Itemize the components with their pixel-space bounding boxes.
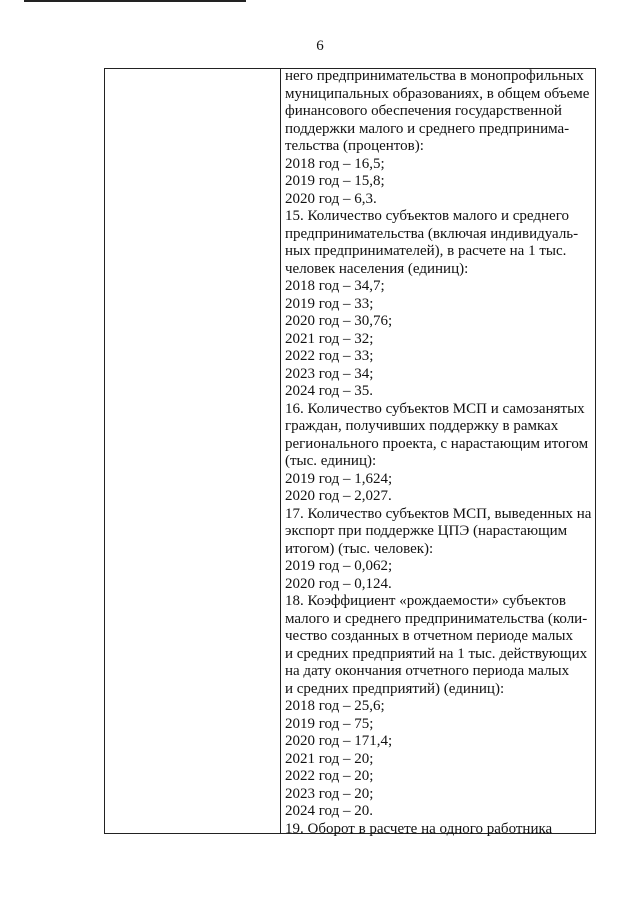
text-line: и средних предприятий) (единиц): [285,680,505,697]
text-line: чество созданных в отчетном периоде малых [285,628,573,644]
text-line: 19. Оборот в расчете на одного работника [285,820,553,837]
text-line: 2020 год – 171,4; [285,733,393,749]
top-rule [24,0,246,2]
text-line: регионального проекта, с нарастающим итогом [285,435,589,452]
text-line: 2019 год – 1,624; [285,470,393,487]
text-line: 2021 год – 20; [285,750,374,767]
text-line: него предпринимательства в монопрофильных [285,68,584,84]
text-line: 2019 год – 75; [285,715,374,732]
text-line: 16. Количество субъектов МСП и самозанятых [285,400,585,417]
text-line: 2020 год – 0,124. [285,575,392,592]
text-line: 2018 год – 16,5; [285,155,385,172]
text-line: 2021 год – 32; [285,330,374,347]
text-line: 17. Количество субъектов МСП, выведенных на [285,505,592,522]
text-line: граждан, получивших поддержку в рамках [285,418,559,434]
text-line: 2020 год – 2,027. [285,488,392,504]
text-line: 2022 год – 20; [285,768,374,784]
text-line: тельства (процентов): [285,138,424,154]
table-left-cell [105,69,280,833]
text-line: человек населения (единиц): [285,260,469,277]
text-line: 2023 год – 34; [285,365,374,382]
text-line: 2024 год – 35. [285,383,373,399]
text-line: 2018 год – 34,7; [285,278,385,294]
text-line: 2019 год – 0,062; [285,558,393,574]
text-line: 2023 год – 20; [285,785,374,802]
text-line: на дату окончания отчетного периода малых [285,663,570,679]
text-line: финансового обеспечения государственной [285,103,562,119]
text-line: 2020 год – 30,76; [285,313,393,329]
text-line: 15. Количество субъектов малого и среднего [285,208,569,224]
text-line: (тыс. единиц): [285,453,377,469]
text-line: 18. Коэффициент «рождаемости» субъектов [285,593,566,609]
text-line: муниципальных образованиях, в общем объеме [285,85,590,102]
table-right-cell [285,68,595,838]
text-line: предпринимательства (включая индивидуаль- [285,225,579,242]
text-line: итогом) (тыс. человек): [285,540,434,557]
text-line: ных предпринимателей), в расчете на 1 тыс. [285,243,567,259]
text-line: 2022 год – 33; [285,348,374,364]
text-line: 2020 год – 6,3. [285,190,377,207]
text-line: 2024 год – 20. [285,803,373,819]
text-line: поддержки малого и среднего предпринима- [285,120,570,137]
text-line: 2019 год – 15,8; [285,173,385,189]
text-line: и средних предприятий на 1 тыс. действующих [285,645,588,662]
page-number: 6 [316,38,324,54]
text-line: малого и среднего предпринимательства (коли- [285,610,588,627]
text-line: 2019 год – 33; [285,295,374,312]
text-line: экспорт при поддержке ЦПЭ (нарастающим [285,523,568,539]
table-column-divider [280,68,281,834]
text-line: 2018 год – 25,6; [285,698,385,714]
